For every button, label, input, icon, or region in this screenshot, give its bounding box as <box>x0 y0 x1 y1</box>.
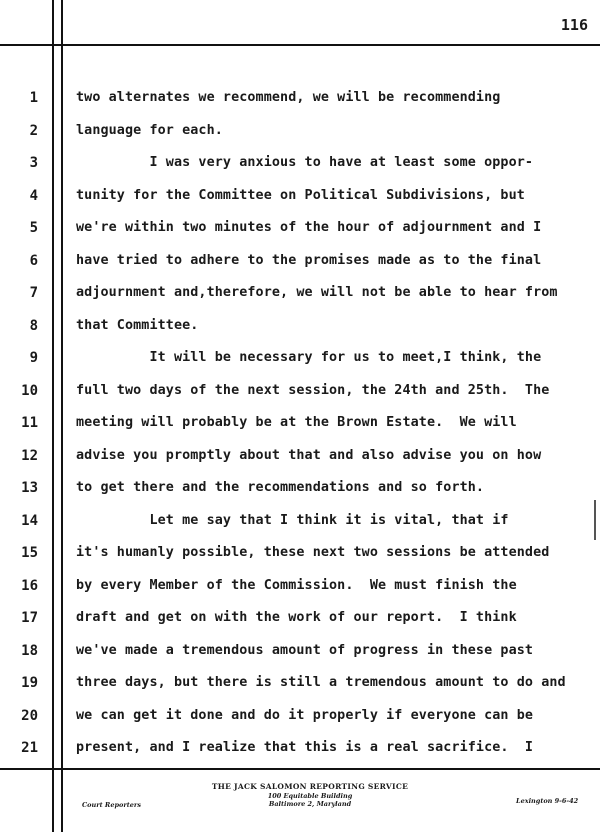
line-number: 18 <box>21 642 38 659</box>
page-number: 116 <box>560 16 588 34</box>
transcript-body <box>76 82 596 765</box>
line-number: 15 <box>21 545 38 561</box>
transcript-line: language for each. <box>76 122 223 138</box>
transcript-line: by every Member of the Commission. We must finish the <box>76 577 517 593</box>
line-number: 2 <box>29 122 38 139</box>
transcript-line: advise you promptly about that and also advise you on how <box>76 447 542 463</box>
header-rule <box>0 44 600 46</box>
transcript-line: present, and I realize that this is a real sacrifice. I <box>76 740 534 755</box>
line-number: 13 <box>21 480 38 496</box>
transcript-line: that Committee. <box>76 317 199 333</box>
line-number: 6 <box>29 252 38 269</box>
line-number: 11 <box>21 415 38 431</box>
transcript-line: full two days of the next session, the 24th and 25th. The <box>76 382 550 398</box>
transcript-line: to get there and the recommendations and so forth. <box>76 480 485 495</box>
footer-address-line-2: Baltimore 2, Maryland <box>268 800 352 808</box>
transcript-line: adjournment and,therefore, we will not be able to hear from <box>76 285 558 300</box>
transcript-line: I was very anxious to have at least some oppor- <box>76 155 534 170</box>
transcript-line: Let me say that I think it is vital, that if <box>76 512 509 528</box>
footer-right-label: Lexington 9-6-42 <box>516 797 579 805</box>
transcript-line: it's humanly possible, these next two sessions be attended <box>76 545 550 560</box>
transcript-line: It will be necessary for us to meet,I think, the <box>76 350 542 365</box>
line-number: 8 <box>29 317 38 334</box>
line-number: 20 <box>21 707 38 724</box>
transcript-line: we can get it done and do it properly if everyone can be <box>76 707 534 723</box>
line-number: 19 <box>21 675 38 691</box>
line-number: 12 <box>21 447 38 464</box>
line-number: 17 <box>21 610 38 626</box>
line-number: 4 <box>29 187 38 204</box>
line-number: 3 <box>29 155 38 171</box>
page-footer <box>0 779 600 819</box>
transcript-line: we're within two minutes of the hour of adjournment and I <box>76 220 542 235</box>
transcript-line: draft and get on with the work of our report. I think <box>76 610 517 625</box>
line-number: 21 <box>21 740 38 756</box>
transcript-line: have tried to adhere to the promises made as to the final <box>76 252 542 268</box>
line-number: 10 <box>21 382 38 399</box>
footer-left-label: Court Reporters <box>82 801 141 809</box>
line-number: 1 <box>29 90 38 106</box>
line-number: 9 <box>29 350 38 366</box>
transcript-line: two alternates we recommend, we will be recommending <box>76 90 501 105</box>
left-margin-rule-inner <box>61 0 63 832</box>
footer-address-line-1: 100 Equitable Building <box>267 792 353 800</box>
line-number: 14 <box>21 512 38 529</box>
line-number-column <box>0 82 48 765</box>
transcript-line: three days, but there is still a tremendous amount to do and <box>76 675 566 690</box>
line-number: 7 <box>29 285 38 301</box>
transcript-line: tunity for the Committee on Political Subdivisions, but <box>76 187 525 203</box>
footer-service-name: THE JACK SALOMON REPORTING SERVICE <box>211 782 409 791</box>
transcript-line: meeting will probably be at the Brown Estate. We will <box>76 415 517 430</box>
line-number: 16 <box>21 577 38 594</box>
line-number: 5 <box>29 220 38 236</box>
footer-rule <box>0 768 600 770</box>
left-margin-rule-outer <box>52 0 54 832</box>
transcript-line: we've made a tremendous amount of progress in these past <box>76 642 534 658</box>
